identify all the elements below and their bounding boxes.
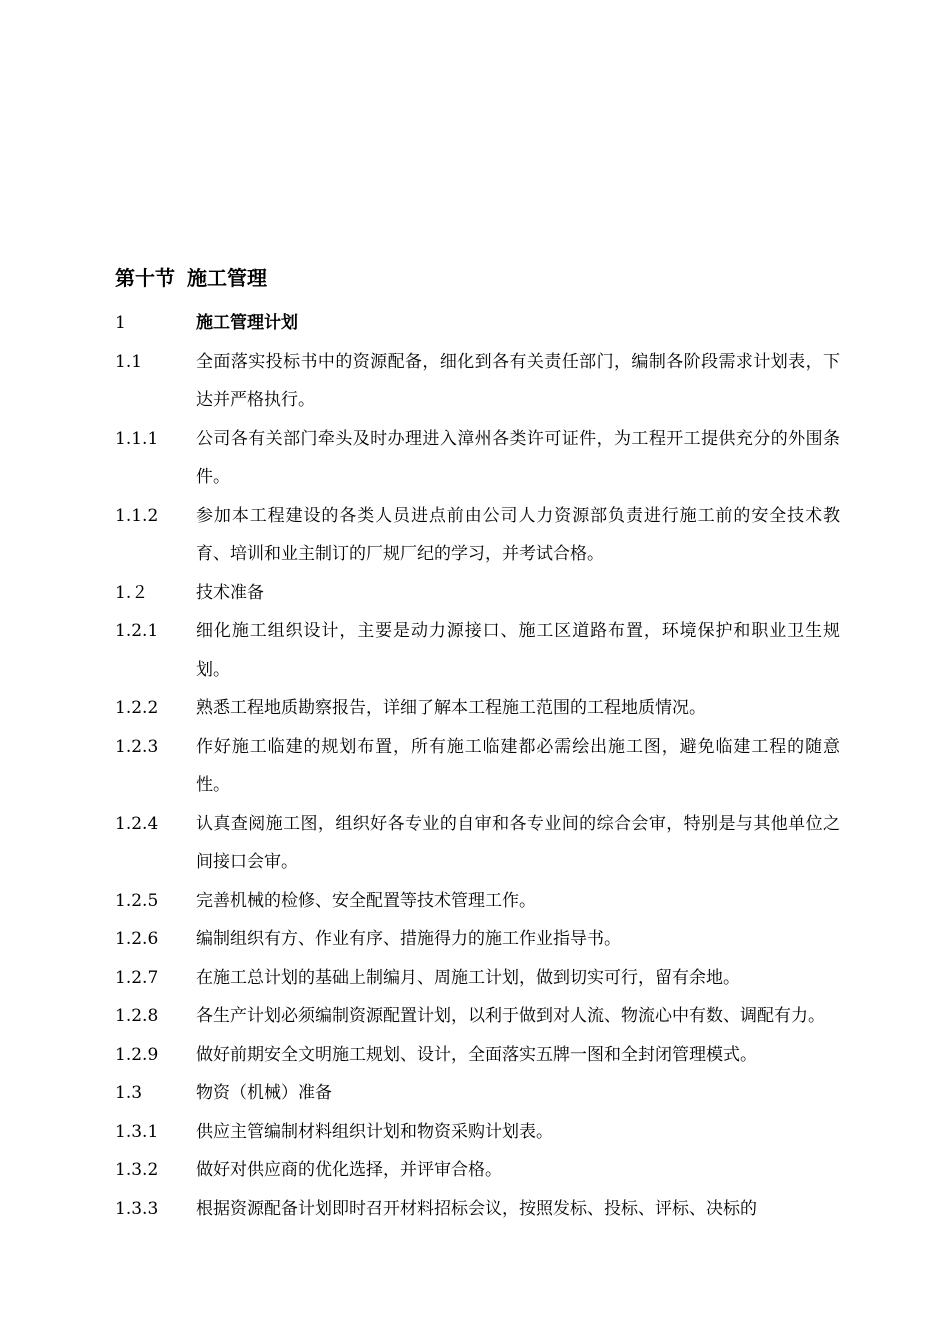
list-item: [115, 1074, 840, 1113]
item-text: 完善机械的检修、安全配置等技术管理工作。: [196, 890, 536, 911]
section-title: 施工管理: [187, 266, 267, 290]
item-number: 1.2.2: [115, 698, 159, 718]
list-item: [115, 1190, 840, 1229]
list-item: [115, 343, 840, 420]
item-text: 熟悉工程地质勘察报告，详细了解本工程施工范围的工程地质情况。: [196, 698, 706, 718]
item-number: 1.1.1: [115, 428, 159, 449]
item-text: 认真查阅施工图，组织好各专业的自审和各专业间的综合会审，特别是与其他单位之间接口会审。: [196, 813, 840, 872]
item-text: 各生产计划必须编制资源配置计划，以利于做到对人流、物流心中有数、调配有力。: [196, 1006, 825, 1026]
item-text: 在施工总计划的基础上制编月、周施工计划，做到切实可行，留有余地。: [196, 967, 740, 988]
item-text: 公司各有关部门牵头及时办理进入漳州各类许可证件，为工程开工提供充分的外围条件。: [196, 428, 840, 487]
list-item: [115, 1036, 840, 1075]
item-number: 1: [115, 313, 126, 333]
item-text: 全面落实投标书中的资源配备，细化到各有关责任部门，编制各阶段需求计划表，下达并严格执行。: [196, 351, 840, 410]
item-number: 1.3: [115, 1083, 143, 1103]
item-text: 编制组织有方、作业有序、措施得力的施工作业指导书。: [196, 929, 621, 949]
list-item: [115, 689, 840, 728]
item-number: 1.1.2: [115, 505, 159, 526]
item-number: 1.3.1: [115, 1121, 159, 1142]
item-number: 1.2.1: [115, 621, 159, 641]
item-number: 1.2.6: [115, 929, 159, 949]
list-item: [115, 805, 840, 882]
item-text: 做好对供应商的优化选择，并评审合格。: [196, 1160, 502, 1180]
list-item: [115, 1151, 840, 1190]
item-text: 做好前期安全文明施工规划、设计，全面落实五牌一图和全封闭管理模式。: [196, 1044, 757, 1065]
item-number: 1.2.4: [115, 813, 159, 834]
item-text: 细化施工组织设计，主要是动力源接口、施工区道路布置，环境保护和职业卫生规划。: [196, 621, 840, 680]
list-item: [115, 959, 840, 998]
item-list: [115, 304, 840, 1228]
item-number: 1.3.2: [115, 1160, 159, 1180]
list-item: [115, 1113, 840, 1152]
item-text: 参加本工程建设的各类人员进点前由公司人力资源部负责进行施工前的安全技术教育、培训和业主制订的厂规厂纪的学习，并考试合格。: [196, 505, 840, 564]
item-number: 1.3.3: [115, 1198, 159, 1219]
list-item: [115, 497, 840, 574]
item-number: 1.2.8: [115, 1006, 159, 1026]
item-text: 施工管理计划: [196, 313, 298, 333]
item-number: 1.2.5: [115, 890, 159, 911]
list-item: [115, 574, 840, 613]
item-number: 1.2.3: [115, 736, 159, 757]
list-item: [115, 304, 840, 343]
item-text: 根据资源配备计划即时召开材料招标会议，按照发标、投标、评标、决标的: [196, 1198, 757, 1219]
list-item: [115, 882, 840, 921]
list-item: [115, 728, 840, 805]
list-item: [115, 920, 840, 959]
section-heading: [115, 262, 267, 291]
item-number: 1.2.9: [115, 1044, 159, 1065]
item-text: 技术准备: [196, 582, 264, 603]
list-item: [115, 420, 840, 497]
item-text: 作好施工临建的规划布置，所有施工临建都必需绘出施工图，避免临建工程的随意性。: [196, 736, 840, 795]
list-item: [115, 997, 840, 1036]
item-text: 供应主管编制材料组织计划和物资采购计划表。: [196, 1121, 553, 1142]
item-number: 1.２: [115, 582, 149, 603]
item-number: 1.1: [115, 351, 143, 372]
list-item: [115, 612, 840, 689]
section-number: 第十节: [115, 266, 175, 290]
item-text: 物资（机械）准备: [196, 1083, 332, 1103]
item-number: 1.2.7: [115, 967, 159, 988]
